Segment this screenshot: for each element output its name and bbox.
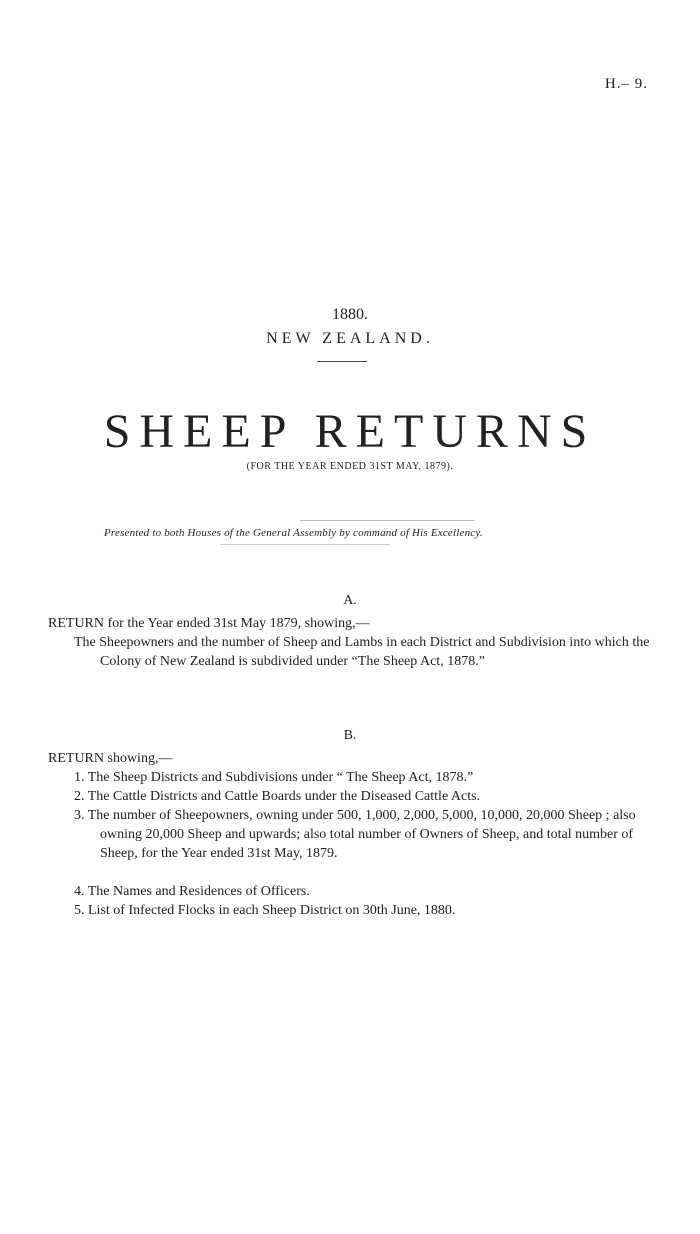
- faint-rule: [300, 520, 475, 521]
- list-item: 2. The Cattle Districts and Cattle Boards under the Diseased Cattle Acts.: [74, 789, 481, 804]
- country-heading: NEW ZEALAND.: [266, 330, 434, 347]
- presentation-note: Presented to both Houses of the General Assembly by command of His Excellency.: [104, 527, 483, 539]
- section-a-letter: A.: [343, 593, 357, 608]
- divider-rule: [317, 361, 367, 362]
- document-title: SHEEP RETURNS: [103, 405, 597, 458]
- document-year: 1880.: [332, 306, 368, 323]
- section-a-heading: RETURN for the Year ended 31st May 1879, showing,—: [48, 616, 370, 631]
- section-a-body: The Sheepowners and the number of Sheep and Lambs in each District and Subdivision into which the Colony of New Zealand is subdivided under “The Sheep Act, 1878.”: [74, 635, 650, 669]
- document-subtitle: (FOR THE YEAR ENDED 31ST MAY, 1879).: [246, 461, 454, 472]
- section-b-heading: RETURN showing,—: [48, 751, 173, 766]
- list-item: 1. The Sheep Districts and Subdivisions under “ The Sheep Act, 1878.”: [74, 770, 474, 785]
- faint-rule: [220, 544, 390, 545]
- list-item: 5. List of Infected Flocks in each Sheep District on 30th June, 1880.: [74, 903, 456, 918]
- list-item: 4. The Names and Residences of Officers.: [74, 884, 310, 899]
- section-b-letter: B.: [343, 728, 357, 743]
- list-item: 3. The number of Sheepowners, owning under 500, 1,000, 2,000, 5,000, 10,000, 20,000 Sheep ; also owning 20,000 Sheep and upwards; also total number of Owners of Sheep, and total number of Sheep, for the Year ended 31st May, 1879.: [74, 808, 636, 861]
- page-reference: H.– 9.: [604, 76, 648, 92]
